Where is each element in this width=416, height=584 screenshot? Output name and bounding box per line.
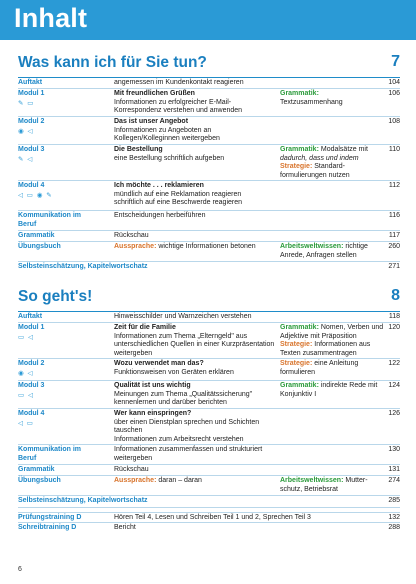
grammar-label: Grammatik:	[280, 146, 319, 153]
row-label: Übungsbuch	[18, 477, 61, 484]
strategy-text: Informationen aus Texten zusammentragen	[280, 341, 371, 357]
module-title: Mit freundlichen Grüßen	[114, 90, 195, 97]
row-label: Modul 3	[18, 382, 45, 389]
row-label: Prüfungstraining D	[18, 514, 82, 521]
page-number: 131	[388, 466, 400, 473]
row-description: Informationen zu Angeboten an Kollegen/Kolleginnen weitergeben	[114, 126, 220, 143]
module-title: Das ist unser Angebot	[114, 118, 189, 125]
row-label: Grammatik	[18, 232, 55, 239]
page-number: 126	[388, 410, 400, 417]
row-description: Informationen zu erfolgreicher E-Mail-Korrespondenz verstehen und anwenden	[114, 98, 243, 115]
workplace-label: Arbeitsweltwissen:	[280, 477, 344, 484]
skill-icons: ✎ ◁	[18, 156, 34, 163]
grammar-text: Modalsätze mit	[320, 146, 368, 153]
page-number: 124	[388, 382, 400, 389]
page-number: 122	[388, 360, 400, 367]
row-label: Modul 2	[18, 360, 45, 367]
strategy-label: Strategie:	[280, 341, 313, 349]
toc-row-uebungsbuch[interactable]	[18, 476, 400, 496]
module-title: Rückschau	[114, 232, 149, 239]
page-number: 112	[388, 182, 400, 189]
toc-row-kommunikation[interactable]	[18, 445, 400, 465]
row-description: angemessen im Kundenkontakt reagieren	[114, 79, 244, 86]
chapter-header	[18, 288, 400, 312]
chapter-title[interactable]: Was kann ich für Sie tun?	[18, 54, 207, 71]
row-description: Informationen zusammenfassen und strukturiert weitergeben	[114, 446, 263, 462]
page-number: 110	[388, 146, 400, 153]
page-number: 118	[388, 313, 400, 320]
toc-row-modul-2[interactable]	[18, 117, 400, 145]
row-description: eine Bestellung schriftlich aufgeben	[114, 154, 225, 162]
page-number: 132	[388, 514, 400, 521]
row-description-2: schriftlich auf eine Beschwerde reagieren	[114, 199, 243, 207]
toc-row-modul-1[interactable]	[18, 323, 400, 359]
toc-row-modul-1[interactable]	[18, 89, 400, 117]
row-description: Entscheidungen herbeiführen	[114, 212, 206, 219]
row-label: Auftakt	[18, 313, 43, 320]
skill-icons: ▭ ◁	[18, 334, 34, 341]
toc-row-modul-4[interactable]	[18, 409, 400, 445]
grammar-label: Grammatik:	[280, 324, 319, 331]
module-title: Qualität ist uns wichtig	[114, 382, 191, 389]
row-label: Selbsteinschätzung, Kapitelwortschatz	[18, 497, 148, 504]
row-description: mündlich auf eine Reklamation reagieren	[114, 190, 242, 198]
row-description: Meinungen zum Thema „Qualitätssicherung" kennenlernen und darüber berichten	[114, 390, 253, 407]
module-title: Rückschau	[114, 466, 149, 473]
chapter-8-section	[18, 288, 400, 534]
strategy-label: Strategie:	[280, 163, 313, 171]
workplace-label: Arbeitsweltwissen:	[280, 243, 344, 250]
chapter-number: 8	[391, 287, 400, 304]
chapter-7-section	[18, 54, 400, 274]
skill-icons: ◁ ▭	[18, 420, 34, 427]
grammar-text: Textzusammenhang	[280, 98, 343, 106]
row-description-2: Informationen zum Arbeitsrecht verstehen	[114, 435, 244, 443]
grammar-text: Nomen, Verben und Adjektive mit Präposition	[280, 324, 384, 340]
row-label: Grammatik	[18, 466, 55, 473]
page-number: 116	[388, 212, 400, 219]
row-label: Kommunikation im Beruf	[18, 212, 82, 228]
row-label: Modul 1	[18, 324, 45, 331]
row-label: Übungsbuch	[18, 243, 61, 250]
toc-row-modul-4[interactable]	[18, 181, 400, 211]
pronunciation-label: Aussprache:	[114, 243, 157, 250]
page-number: 117	[388, 232, 400, 239]
toc-row-selbsteinschaetzung[interactable]	[18, 496, 400, 508]
page-number: 260	[388, 243, 400, 250]
module-title: Zeit für die Familie	[114, 324, 176, 331]
row-description: Informationen zum Thema „Elterngeld" aus unterschiedlichen Quellen in einer Kurzpräsentation weitergeben	[114, 332, 275, 357]
grammar-label: Grammatik:	[280, 90, 319, 97]
row-description: Hinweisschilder und Warnzeichen verstehen	[114, 313, 252, 320]
page-number: 288	[388, 524, 400, 531]
strategy-label: Strategie:	[280, 360, 313, 367]
page-title: Inhalt	[14, 3, 88, 33]
row-label: Kommunikation im Beruf	[18, 446, 82, 462]
toc-row-modul-2[interactable]	[18, 359, 400, 381]
row-label: Modul 1	[18, 90, 45, 97]
row-label: Auftakt	[18, 79, 43, 86]
toc-row-grammatik[interactable]	[18, 465, 400, 476]
strategy-text: eine Anleitung formulieren	[280, 360, 359, 376]
toc-row-selbsteinschaetzung[interactable]	[18, 262, 400, 274]
module-title: Die Bestellung	[114, 146, 163, 153]
grammar-italic: dadurch, dass und indem	[280, 154, 359, 162]
pronunciation-label: Aussprache:	[114, 477, 157, 484]
skill-icons: ▭ ◁	[18, 392, 34, 399]
module-title: Ich möchte . . . reklamieren	[114, 182, 204, 189]
row-description: über einen Dienstplan sprechen und Schichten tauschen	[114, 418, 260, 435]
page-number: 108	[388, 118, 400, 125]
chapter-number: 7	[391, 53, 400, 70]
row-label: Modul 4	[18, 182, 45, 189]
pronunciation-text: wichtige Informationen betonen	[158, 243, 256, 250]
toc-row-modul-3[interactable]	[18, 145, 400, 181]
workplace-text: richtige Anrede, Anfragen stellen	[280, 243, 368, 259]
header-band	[0, 0, 416, 40]
row-label: Modul 4	[18, 410, 45, 417]
pronunciation-text: daran – daran	[158, 477, 202, 484]
module-title: Wer kann einspringen?	[114, 410, 192, 417]
skill-icons: ✎ ▭	[18, 100, 35, 107]
row-description: Hören Teil 4, Lesen und Schreiben Teil 1 und 2, Sprechen Teil 3	[114, 514, 311, 521]
chapter-title[interactable]: So geht's!	[18, 288, 93, 305]
toc-row-kommunikation[interactable]	[18, 211, 400, 231]
page-number: 106	[388, 90, 400, 97]
row-label: Selbsteinschätzung, Kapitelwortschatz	[18, 263, 148, 270]
page-number: 104	[388, 79, 400, 86]
grammar-text: indirekte Rede mit Konjunktiv I	[280, 382, 378, 398]
page-number: 271	[388, 263, 400, 270]
toc-row-modul-3[interactable]	[18, 381, 400, 409]
chapter-header	[18, 54, 400, 78]
grammar-label: Grammatik:	[280, 382, 319, 389]
page-number: 120	[388, 324, 400, 331]
strategy-text: Standard-formulierungen nutzen	[280, 163, 350, 179]
page-number-footer: 6	[18, 566, 22, 573]
toc-row-schreibtraining[interactable]	[18, 523, 400, 534]
skill-icons: ◉ ◁	[18, 128, 34, 135]
row-description: Bericht	[114, 524, 136, 531]
page-number: 274	[388, 477, 400, 484]
row-label: Modul 3	[18, 146, 45, 153]
page-number: 285	[388, 497, 400, 504]
skill-icons: ◉ ◁	[18, 370, 34, 377]
skill-icons: ◁ ▭ ◉ ✎	[18, 192, 53, 199]
toc-row-grammatik[interactable]	[18, 231, 400, 242]
row-label: Schreibtraining D	[18, 524, 77, 531]
row-label: Modul 2	[18, 118, 45, 125]
page-number: 130	[388, 446, 400, 453]
toc-row-uebungsbuch[interactable]	[18, 242, 400, 262]
toc-row-auftakt[interactable]	[18, 78, 400, 89]
row-description: Funktionsweisen von Geräten erklären	[114, 368, 234, 376]
workplace-text: Mutter-schutz, Betriebsrat	[280, 477, 368, 493]
toc-row-pruefungstraining[interactable]	[18, 512, 400, 523]
module-title: Wozu verwendet man das?	[114, 360, 204, 367]
toc-row-auftakt[interactable]	[18, 312, 400, 323]
